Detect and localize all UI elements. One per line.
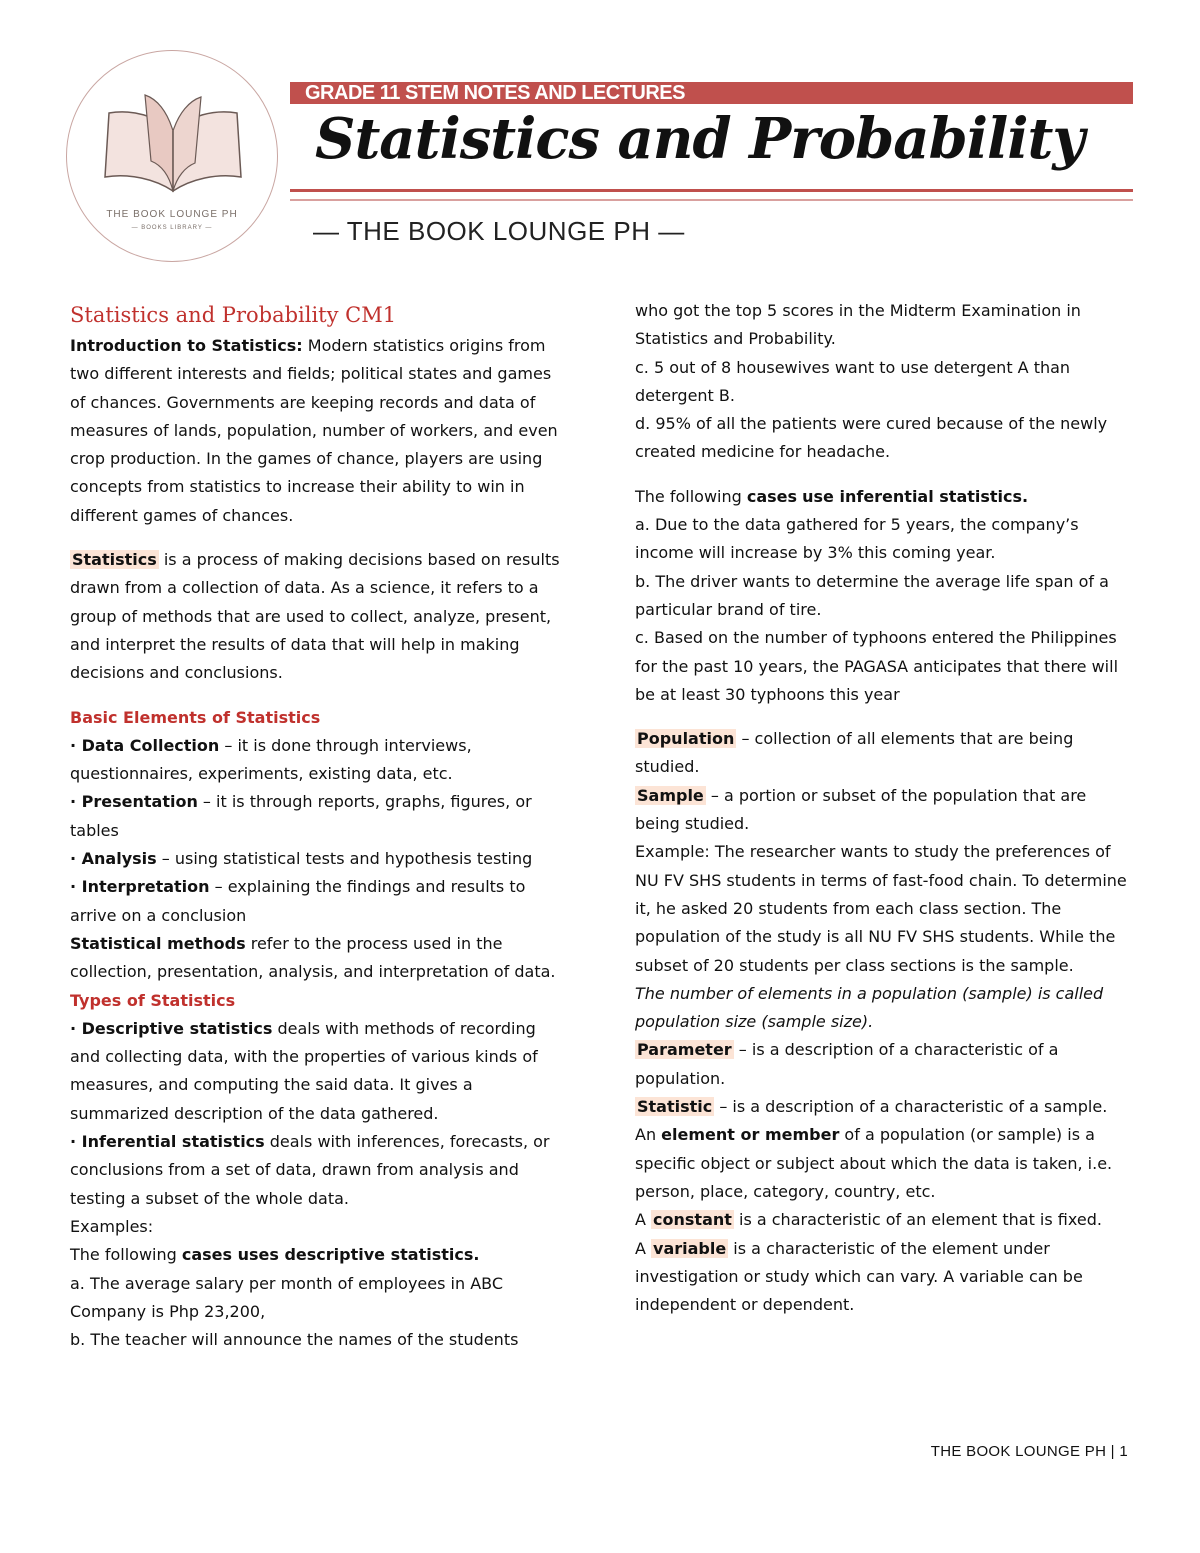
term-parameter: Parameter — [637, 1040, 732, 1060]
population-size-note: The number of elements in a population (sample) is called population size (sample size). — [635, 983, 1104, 1032]
cases-bold: cases uses descriptive statistics. — [181, 1245, 480, 1265]
logo-subtitle: — BOOKS LIBRARY — — [131, 225, 213, 231]
types-heading: Types of Statistics — [70, 990, 236, 1010]
element-presentation — [70, 788, 570, 845]
example-c: c. 5 out of 8 housewives want to use detergent A than detergent B. — [635, 357, 1071, 405]
statistics-definition — [70, 546, 570, 687]
examples-label: Examples: — [70, 1216, 154, 1236]
sample-definition — [635, 782, 1135, 839]
header-subtitle: — THE BOOK LOUNGE PH — — [313, 216, 685, 246]
element-term: · Analysis — [70, 849, 157, 869]
cases-pre: The following — [70, 1245, 182, 1265]
parameter-definition — [635, 1036, 1135, 1093]
sample-def: – a portion or subset of the population that are being studied. — [635, 785, 1087, 834]
element-def: – explaining the findings and results to arrive on a conclusion — [70, 877, 526, 925]
methods-term: Statistical methods — [70, 933, 246, 953]
logo — [66, 50, 278, 262]
constant-definition — [635, 1206, 1135, 1234]
statistic-def: – is a description of a characteristic of a sample. — [714, 1097, 1108, 1117]
page-footer: THE BOOK LOUNGE PH | 1 — [930, 1443, 1128, 1460]
inferential-cases-intro — [635, 483, 1135, 511]
example-d: d. 95% of all the patients were cured because of the newly created medicine for headache. — [635, 414, 1108, 462]
inferential-term: · Inferential statistics — [70, 1132, 265, 1152]
element-def: – it is through reports, graphs, figures, or tables — [70, 792, 532, 840]
descriptive-def: deals with methods of recording and collecting data, with the properties of various kinds of measures, and computing the said data. It gives a summarized description of the data gathered. — [70, 1018, 538, 1123]
example-b-continued: who got the top 5 scores in the Midterm Examination in Statistics and Probability. — [635, 301, 1081, 349]
cases-pre: The following — [635, 486, 747, 506]
descriptive-cases-intro — [70, 1241, 570, 1269]
left-column — [70, 298, 570, 1354]
variable-post: is a characteristic of the element under investigation or study which can vary. A variable can be independent or dependent. — [635, 1238, 1083, 1315]
header-rule-thin — [290, 199, 1133, 201]
term-sample: Sample — [637, 785, 704, 805]
constant-pre: A — [635, 1210, 652, 1230]
basic-elements-heading: Basic Elements of Statistics — [70, 707, 321, 727]
element-data-collection — [70, 732, 570, 789]
section-heading: Statistics and Probability CM1 — [70, 303, 397, 327]
cases-bold: cases — [746, 486, 798, 506]
inferential-example-a: a. Due to the data gathered for 5 years, the company’s income will increase by 3% this coming year. — [635, 515, 1079, 563]
intro-text: Modern statistics origins from two different interests and fields; political states and games of chances. Governments are keeping records and data of measures of lands, population, number of workers, and even crop production. In the games of chance, players are using concepts from statistics to increase their ability to win in different games of chances. — [70, 336, 558, 525]
statistics-def-text: is a process of making decisions based on results drawn from a collection of data. As a science, it refers to a group of methods that are used to collect, analyze, present, and interpret the results of data that will help in making decisions and conclusions. — [70, 550, 560, 683]
element-definition — [635, 1121, 1135, 1206]
cases-bold: use inferential statistics. — [802, 486, 1029, 506]
element-interpretation — [70, 873, 570, 930]
element-def: – using statistical tests and hypothesis testing — [156, 849, 533, 869]
open-book-icon — [97, 91, 249, 201]
page-title: Statistics and Probability — [315, 106, 1084, 172]
right-column — [635, 297, 1135, 1319]
descriptive-statistics — [70, 1015, 570, 1128]
intro-label: Introduction to Statistics: — [70, 336, 303, 355]
header-rule — [290, 189, 1133, 192]
methods-def: refer to the process used in the collection, presentation, analysis, and interpretation of data. — [70, 933, 556, 982]
banner-text: GRADE 11 STEM NOTES AND LECTURES — [305, 82, 685, 104]
inferential-statistics — [70, 1128, 570, 1213]
inferential-example-b: b. The driver wants to determine the average life span of a particular brand of tire. — [635, 571, 1109, 619]
term-statistics: Statistics — [72, 550, 157, 570]
example-a: a. The average salary per month of employees in ABC Company is Php 23,200, — [70, 1273, 503, 1321]
descriptive-term: · Descriptive statistics — [70, 1018, 273, 1038]
element-term: · Presentation — [70, 792, 198, 812]
example-b: b. The teacher will announce the names of the students — [70, 1330, 519, 1350]
element-post: of a population (or sample) is a specific object or subject about which the data is taken, i.e. person, place, category, country, etc. — [635, 1125, 1113, 1201]
element-term: · Interpretation — [70, 877, 210, 897]
element-analysis — [70, 845, 570, 873]
term-statistic: Statistic — [637, 1097, 713, 1117]
statistical-methods — [70, 930, 570, 987]
variable-definition — [635, 1235, 1135, 1320]
element-pre: An — [635, 1125, 662, 1145]
example-paragraph: Example: The researcher wants to study the preferences of NU FV SHS students in terms of fast-food chain. To determine it, he asked 20 students from each class section. The population of the study is all NU FV SHS students. While the subset of 20 students per class sections is the sample. — [635, 842, 1127, 975]
term-variable: variable — [653, 1238, 727, 1258]
variable-pre: A — [635, 1238, 652, 1258]
population-def: – collection of all elements that are being studied. — [635, 729, 1074, 777]
inferential-def: deals with inferences, forecasts, or conclusions from a set of data, drawn from analysis and testing a subset of the whole data. — [70, 1132, 550, 1208]
population-definition — [635, 725, 1135, 782]
statistic-definition — [635, 1093, 1135, 1121]
inferential-example-c: c. Based on the number of typhoons entered the Philippines for the past 10 years, the PAGASA anticipates that there will be at least 30 typhoons this year — [635, 628, 1119, 704]
constant-post: is a characteristic of an element that is fixed. — [733, 1210, 1102, 1230]
element-def: – it is done through interviews, questionnaires, experiments, existing data, etc. — [70, 735, 472, 784]
term-population: Population — [637, 729, 735, 749]
parameter-def: – is a description of a characteristic of a population. — [635, 1040, 1059, 1088]
term-element: element or member — [661, 1125, 840, 1145]
term-constant: constant — [653, 1210, 732, 1230]
element-term: · Data Collection — [70, 735, 220, 755]
intro-paragraph — [70, 332, 570, 530]
logo-name: THE BOOK LOUNGE PH — [106, 209, 238, 220]
